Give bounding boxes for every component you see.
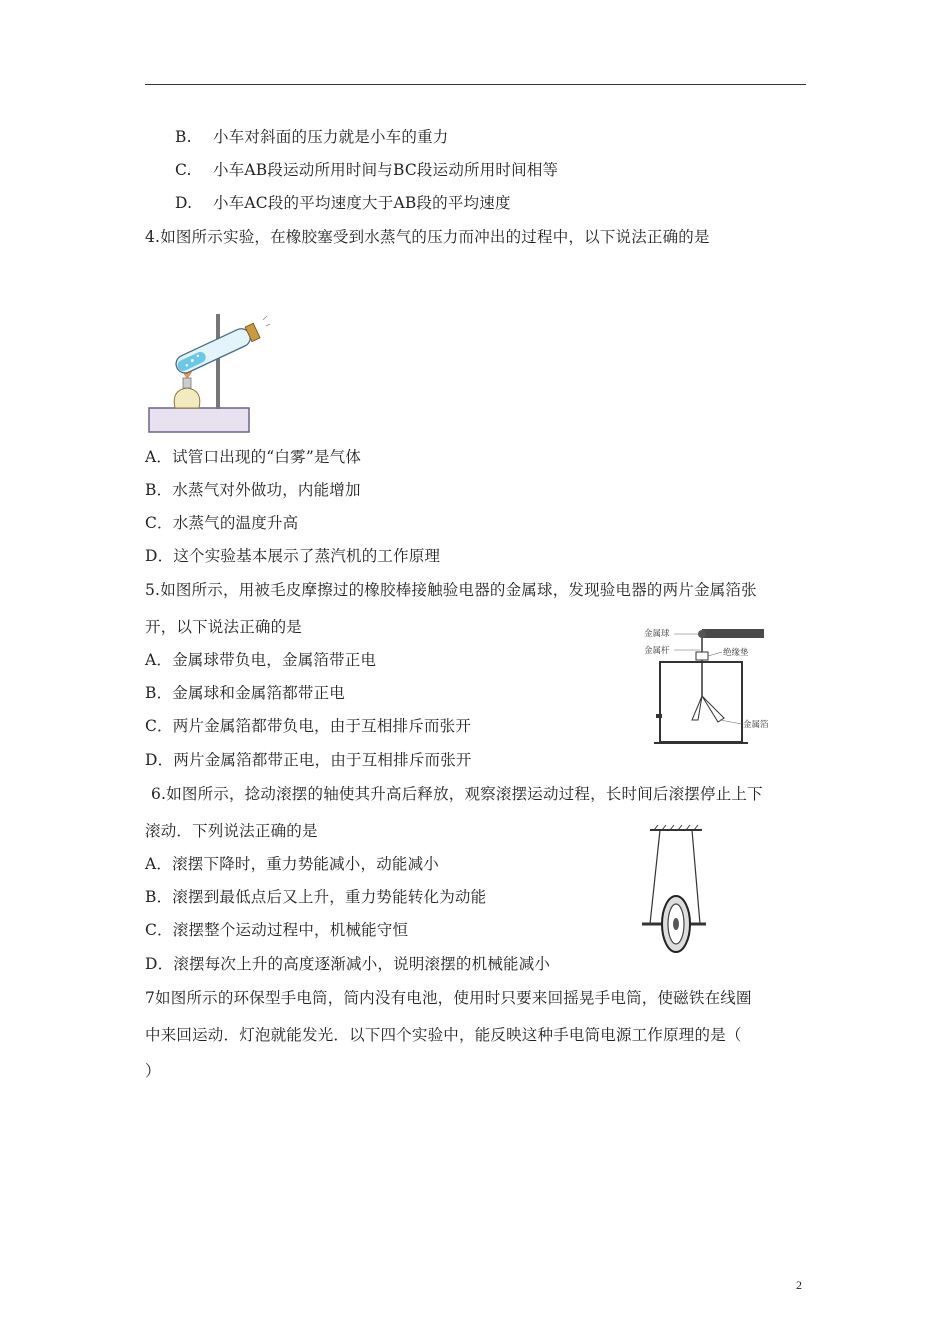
electroscope-figure (640, 624, 780, 748)
prev-option-d: D. 小车AC段的平均速度大于AB段的平均速度 (175, 194, 511, 212)
label-metal-foil: 金属箔 (743, 720, 769, 730)
label-metal-rod: 金属杆 (644, 646, 670, 656)
q6-stem-line2: 滚动．下列说法正确的是 (145, 822, 318, 840)
test-tube-heating-figure (145, 312, 270, 436)
maxwell-pendulum-figure (636, 824, 708, 958)
q7-stem-line1: 7如图所示的环保型手电筒，筒内没有电池，使用时只要来回摇晃手电筒，使磁铁在线圈 (145, 989, 752, 1007)
q4-option-b: B．水蒸气对外做功，内能增加 (145, 481, 361, 499)
header-rule (145, 84, 806, 85)
page-number: 2 (796, 1278, 802, 1292)
q7-stem-line2: 中来回运动．灯泡就能发光．以下四个实验中，能反映这种手电筒电源工作原理的是（ (145, 1026, 742, 1044)
q5-stem-line1: 5.如图所示，用被毛皮摩擦过的橡胶棒接触验电器的金属球，发现验电器的两片金属箔张 (145, 581, 757, 599)
q6-option-c: C．滚摆整个运动过程中，机械能守恒 (145, 921, 409, 939)
q4-option-d: D．这个实验基本展示了蒸汽机的工作原理 (145, 547, 441, 565)
q5-option-a: A．金属球带负电，金属箔带正电 (145, 651, 377, 669)
q6-stem-line1: 6.如图所示，捻动滚摆的轴使其升高后释放，观察滚摆运动过程，长时间后滚摆停止上下 (151, 785, 763, 803)
q5-option-b: B．金属球和金属箔都带正电 (145, 684, 345, 702)
prev-option-c: C. 小车AB段运动所用时间与BC段运动所用时间相等 (175, 161, 559, 179)
label-metal-ball: 金属球 (644, 629, 670, 639)
q7-stem-line3: ） (145, 1062, 161, 1080)
q4-stem: 4.如图所示实验，在橡胶塞受到水蒸气的压力而冲出的过程中，以下说法正确的是 (145, 228, 710, 246)
q5-stem-line2: 开，以下说法正确的是 (145, 618, 303, 636)
q6-option-d: D．滚摆每次上升的高度逐渐减小，说明滚摆的机械能减小 (145, 955, 551, 973)
q5-option-c: C．两片金属箔都带负电，由于互相排斥而张开 (145, 717, 472, 735)
q5-option-d: D．两片金属箔都带正电，由于互相排斥而张开 (145, 751, 472, 769)
prev-option-b: B. 小车对斜面的压力就是小车的重力 (175, 128, 449, 146)
q6-option-a: A．滚摆下降时，重力势能减小，动能减小 (145, 855, 439, 873)
label-insulating-pad: 绝缘垫 (723, 648, 749, 658)
q4-option-a: A．试管口出现的“白雾”是气体 (145, 448, 362, 466)
q6-option-b: B．滚摆到最低点后又上升，重力势能转化为动能 (145, 888, 487, 906)
q4-option-c: C．水蒸气的温度升高 (145, 514, 299, 532)
